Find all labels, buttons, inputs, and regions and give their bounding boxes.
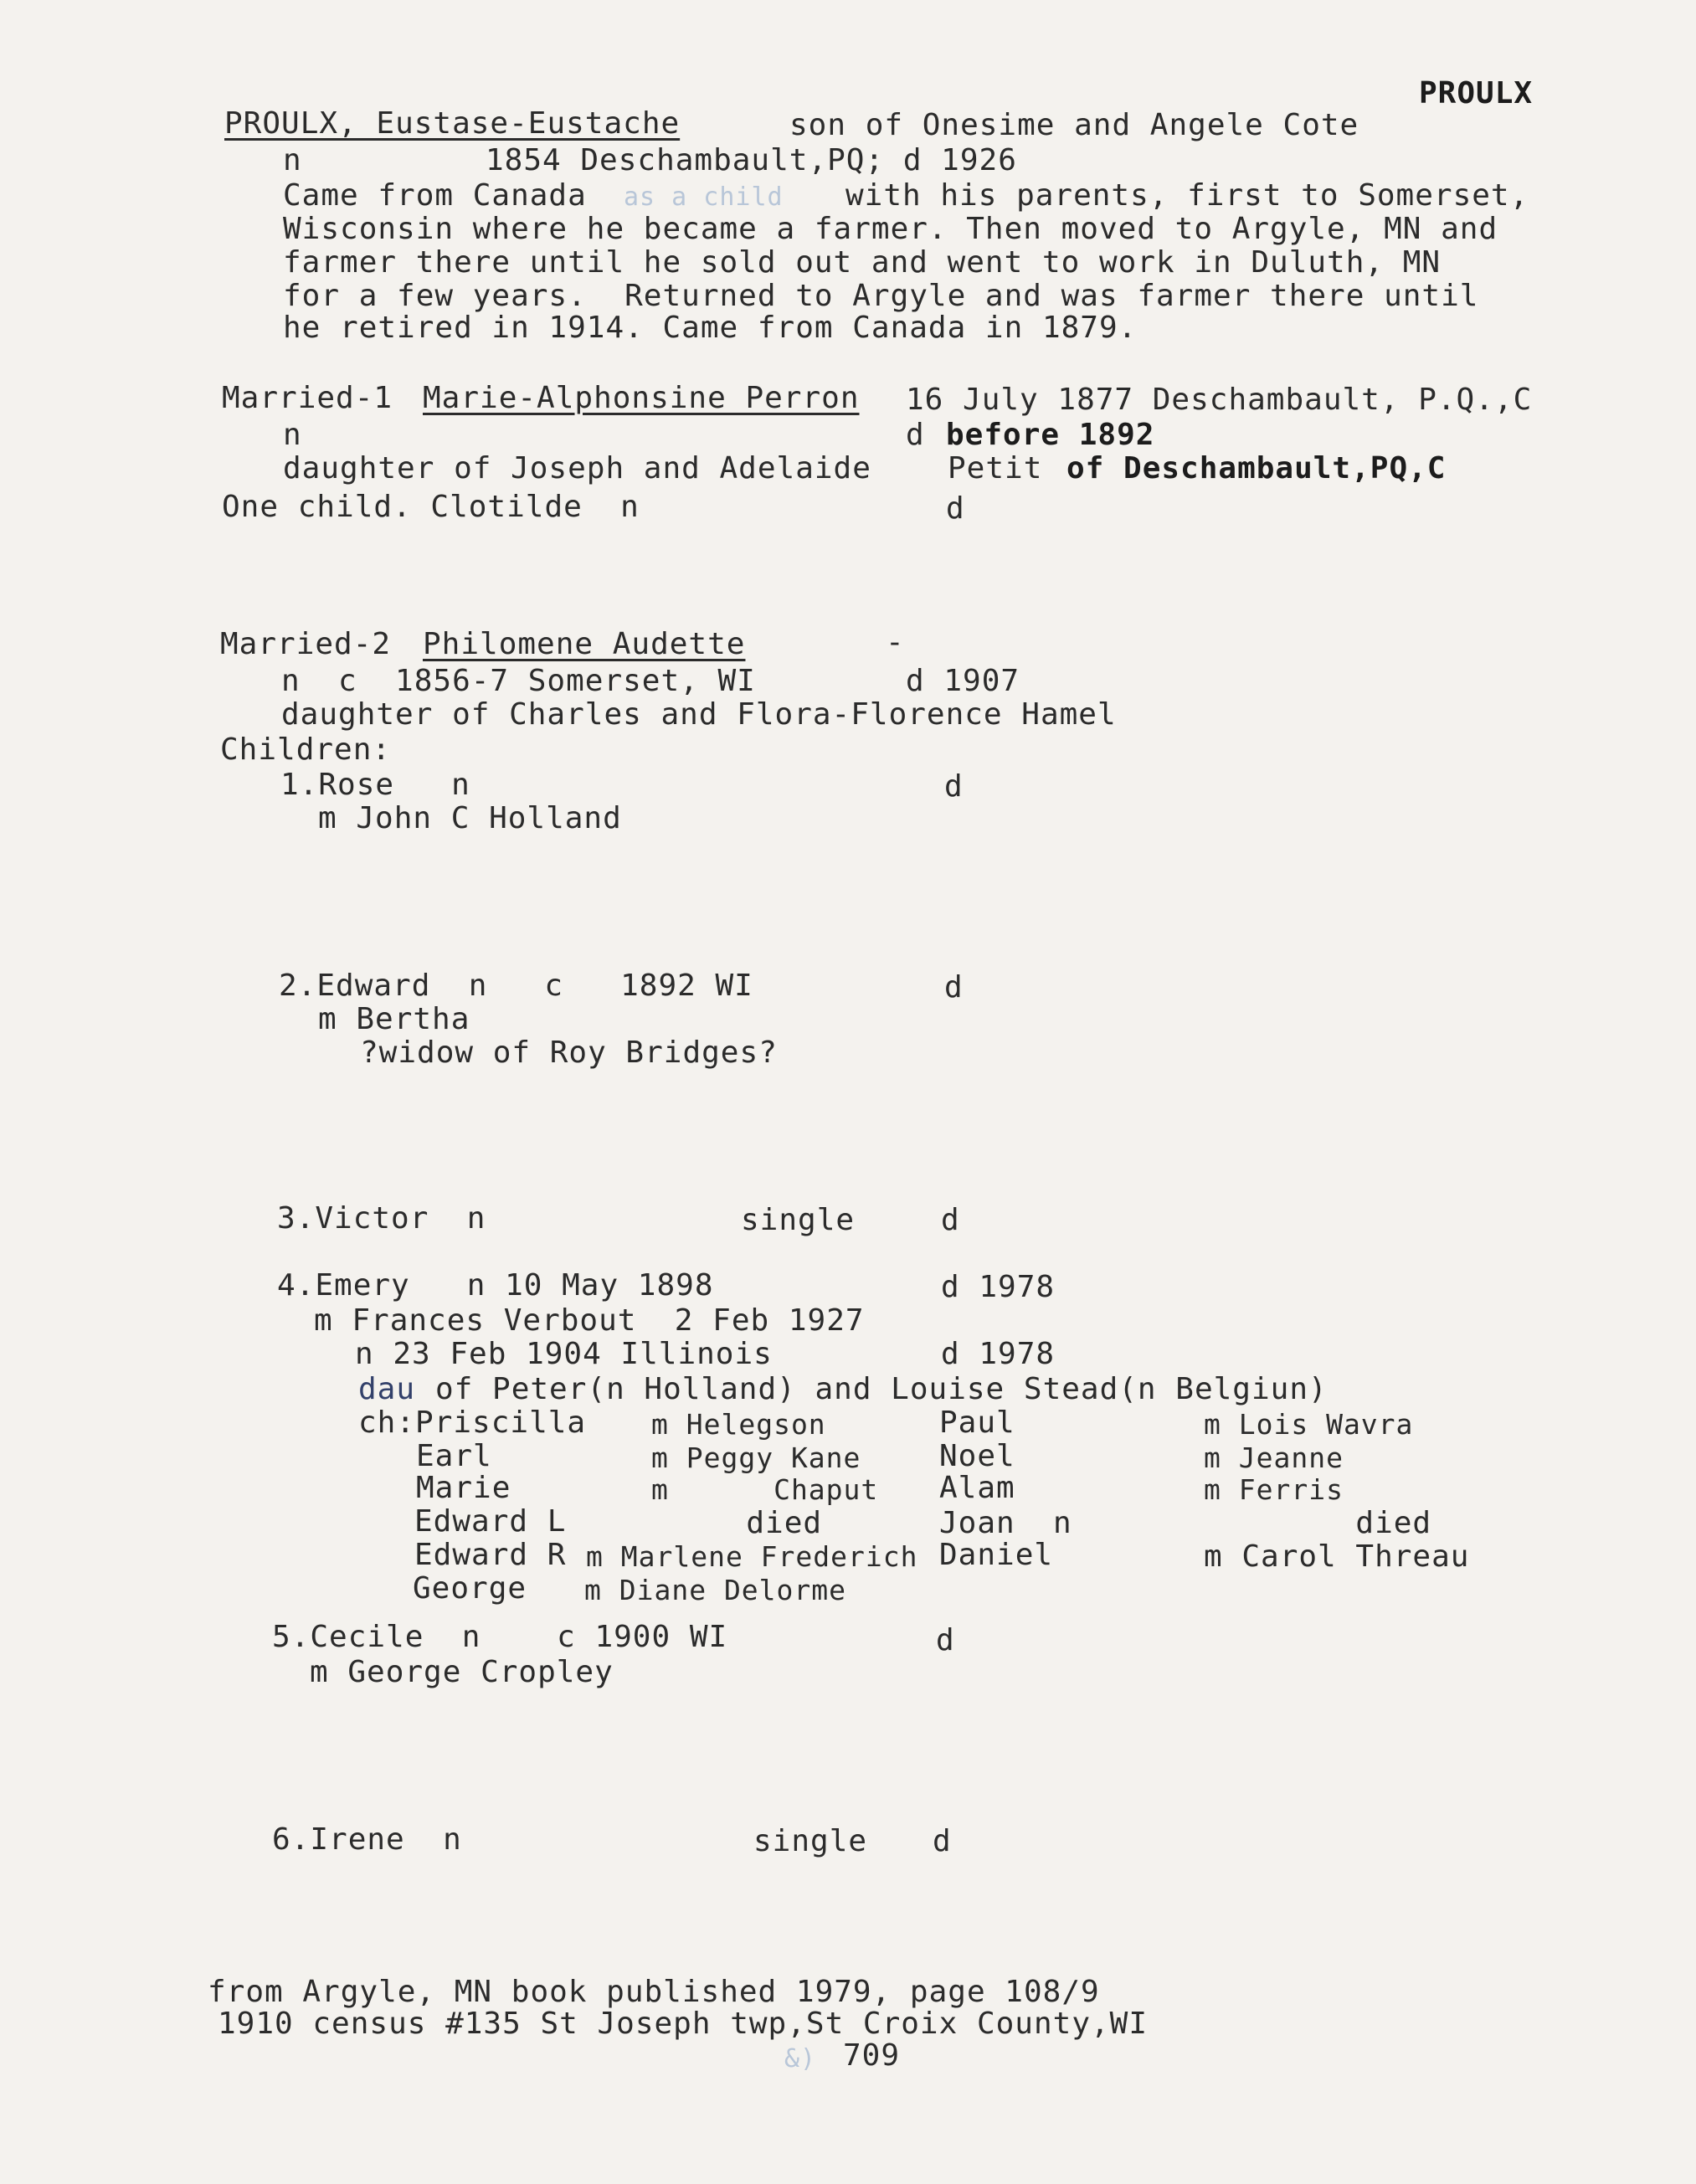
grandchild-info: m Diane Delorme <box>584 1574 847 1606</box>
child-1-name: 1.Rose n <box>280 768 470 802</box>
child-4-name: 4.Emery n 10 May 1898 <box>277 1268 714 1303</box>
marriage2-birth: n c 1856-7 Somerset, WI <box>281 664 756 698</box>
child-4-spouse-death: d 1978 <box>941 1337 1056 1371</box>
children-label: Children: <box>220 732 392 767</box>
grandchild-name-2: Daniel <box>939 1538 1054 1572</box>
child-4-spouse-parents: of Peter(n Holland) and Louise Stead(n Belgiun) <box>435 1372 1328 1406</box>
grandchild-name-2: Joan n <box>939 1506 1072 1540</box>
marriage1-parents-surname: Petit <box>948 451 1043 486</box>
bio-faint-note: as a child <box>624 182 784 212</box>
grandchild-name-2: Alam <box>939 1471 1015 1505</box>
source-line-2: 1910 census #135 St Joseph twp,St Croix County,WI <box>218 2007 1149 2041</box>
child-2-name: 2.Edward n c 1892 WI <box>279 969 753 1003</box>
marriage2-death: d 1907 <box>906 664 1020 698</box>
grandchild-info-2: m Jeanne <box>1204 1441 1344 1474</box>
marriage1-label: Married-1 <box>222 381 393 415</box>
bio-line-1b: with his parents, first to Somerset, <box>845 178 1529 213</box>
page-number: 709 <box>843 2038 901 2073</box>
marriage1-date-place: 16 July 1877 Deschambault, P.Q.,C <box>906 383 1533 417</box>
marriage1-parents-place: of Deschambault,PQ,C <box>1066 451 1447 486</box>
grandchild-info-2: died <box>1204 1506 1432 1540</box>
child-2-spouse: m Bertha <box>318 1002 470 1036</box>
grandchild-info: died <box>651 1506 823 1540</box>
grandchild-info-2: m Ferris <box>1204 1473 1344 1506</box>
child-4-dau-prefix: dau <box>358 1372 416 1406</box>
subject-parents: son of Onesime and Angele Cote <box>789 108 1359 142</box>
child-4-spouse: m Frances Verbout 2 Feb 1927 <box>314 1303 865 1338</box>
child-3-name: 3.Victor n <box>277 1201 486 1236</box>
grandchild-info-2: m Lois Wavra <box>1204 1408 1414 1441</box>
marriage2-parents: daughter of Charles and Flora-Florence Hamel <box>281 697 1117 732</box>
child-2-note: ?widow of Roy Bridges? <box>360 1035 778 1070</box>
marriage1-death: before 1892 <box>946 418 1155 452</box>
grandchild-name-2: Noel <box>939 1439 1015 1473</box>
child-3-death: d <box>941 1203 960 1237</box>
grandchild-name: George <box>413 1571 527 1606</box>
child-6-name: 6.Irene n <box>272 1822 462 1857</box>
bio-line-3: farmer there until he sold out and went to work in Duluth, MN <box>283 245 1442 280</box>
marriage1-d: d <box>906 418 925 452</box>
birth-marker: n <box>283 143 302 177</box>
grandchild-info: m Chaput <box>651 1473 879 1506</box>
grandchild-name: Earl <box>416 1439 492 1473</box>
grandchild-info-2: m Carol Threau <box>1204 1539 1470 1574</box>
child-5-death: d <box>936 1623 955 1657</box>
child-4-death: d 1978 <box>941 1270 1056 1304</box>
child-5-spouse: m George Cropley <box>310 1655 614 1689</box>
child-1-death: d <box>944 769 964 804</box>
marriage1-spouse: Marie-Alphonsine Perron <box>423 381 860 415</box>
bio-line-5: he retired in 1914. Came from Canada in 1879. <box>283 311 1138 345</box>
grandchild-name: Marie <box>416 1471 511 1505</box>
grandchild-info: m Helegson <box>651 1408 826 1441</box>
child-6-single: single <box>753 1824 868 1858</box>
child-1-spouse: m John C Holland <box>318 801 622 835</box>
birth-place: 1854 Deschambault,PQ; d 1926 <box>486 143 1017 177</box>
marriage1-child: One child. Clotilde n <box>222 490 640 524</box>
marriage1-parents: daughter of Joseph and Adelaide <box>283 451 871 486</box>
child-2-death: d <box>944 970 964 1005</box>
source-line-1: from Argyle, MN book published 1979, page 108/9 <box>208 1975 1100 2009</box>
marriage2-label: Married-2 <box>220 627 392 661</box>
marriage1-n: n <box>283 418 302 452</box>
grandchild-name: Edward L <box>414 1504 567 1539</box>
child-3-single: single <box>741 1203 856 1237</box>
bio-line-4: for a few years. Returned to Argyle and was farmer there until <box>283 279 1479 313</box>
marriage2-spouse: Philomene Audette <box>423 627 746 661</box>
grandchild-name: ch:Priscilla <box>358 1405 587 1440</box>
marriage1-child-d: d <box>946 491 965 526</box>
grandchild-info: m Marlene Frederich <box>586 1540 918 1573</box>
grandchild-info: m Peggy Kane <box>651 1441 861 1474</box>
page-mark: &) <box>784 2044 817 2074</box>
bio-line-1: Came from Canada <box>283 178 587 213</box>
child-6-death: d <box>933 1824 952 1858</box>
bio-line-2: Wisconsin where he became a farmer. Then moved to Argyle, MN and <box>283 212 1498 246</box>
marriage2-dash: - <box>886 625 905 660</box>
subject-name: PROULX, Eustase-Eustache <box>224 106 681 141</box>
grandchild-name-2: Paul <box>939 1405 1015 1440</box>
child-4-spouse-birth: n 23 Feb 1904 Illinois <box>355 1337 773 1371</box>
child-5-name: 5.Cecile n c 1900 WI <box>272 1620 728 1654</box>
grandchild-name: Edward R <box>414 1538 567 1572</box>
surname-header: PROULX <box>1419 76 1534 110</box>
